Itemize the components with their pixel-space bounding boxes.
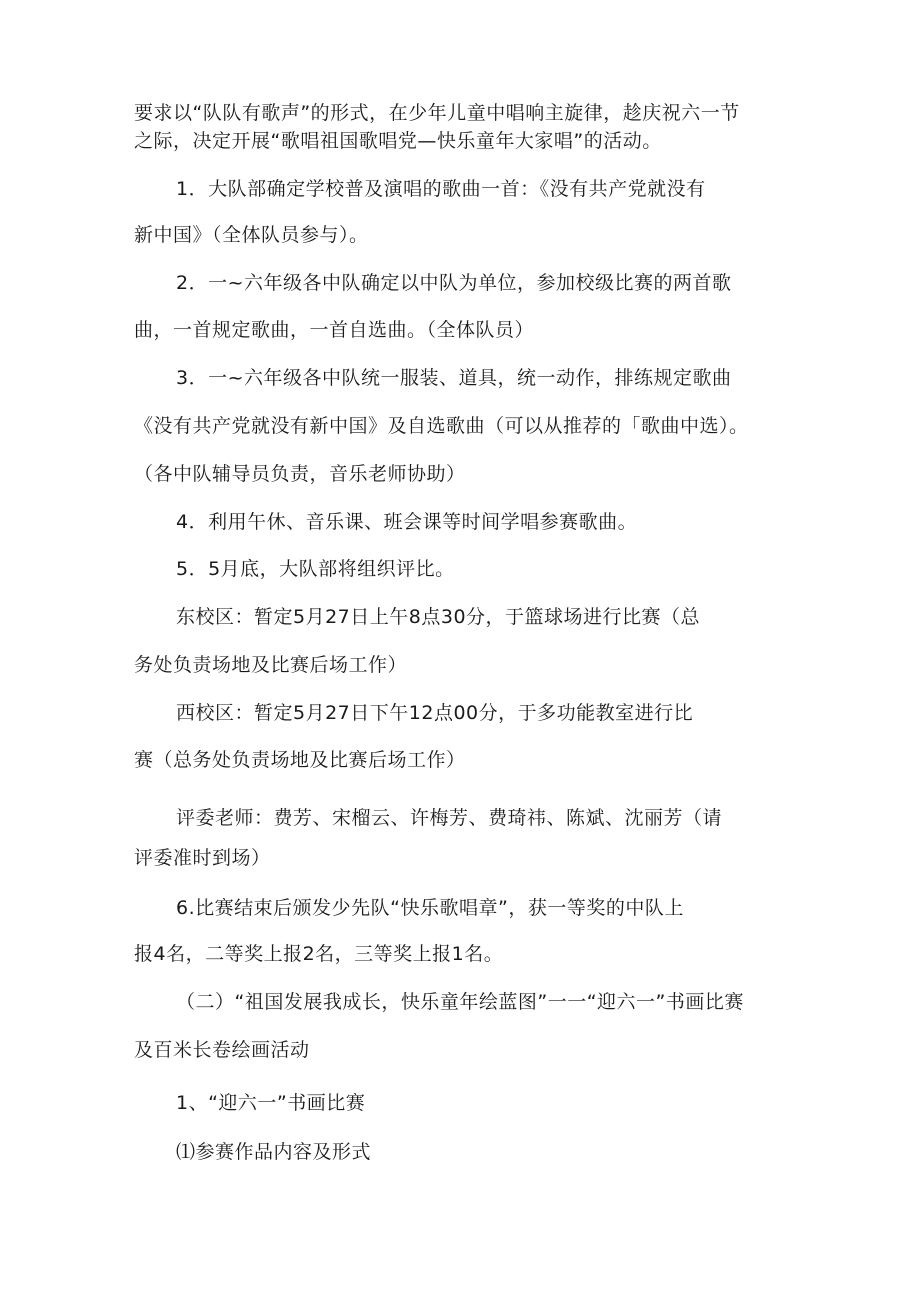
text-line: 评委准时到场） <box>134 847 271 869</box>
text-line: 西校区：暂定5月27日下午12点00分，于多功能教室进行比 <box>176 702 694 724</box>
text-line: 6.比赛结束后颁发少先队“快乐歌唱章”，获一等奖的中队上 <box>176 897 684 919</box>
text-line: 3．一~六年级各中队统一服装、道具，统一动作，排练规定歌曲 <box>176 367 732 389</box>
text-line: 1．大队部确定学校普及演唱的歌曲一首：《没有共产党就没有 <box>176 178 706 200</box>
text-line: 1、“迎六一”书画比赛 <box>176 1092 366 1114</box>
text-line: 评委老师：费芳、宋榴云、许梅芳、费琦祎、陈斌、沈丽芳（请 <box>176 807 723 829</box>
text-line: （二）“祖国发展我成长，快乐童年绘蓝图”一一“迎六一”书画比赛 <box>176 991 744 1013</box>
text-line: 2．一~六年级各中队确定以中队为单位，参加校级比赛的两首歌 <box>176 272 732 294</box>
text-line: 5．5月底，大队部将组织评比。 <box>176 558 455 580</box>
text-line: 东校区：暂定5月27日上午8点30分，于篮球场进行比赛（总 <box>176 606 701 628</box>
text-line: 4．利用午休、音乐课、班会课等时间学唱参赛歌曲。 <box>176 511 638 533</box>
text-line: 曲，一首规定歌曲，一首自选曲。（全体队员） <box>134 319 535 341</box>
text-line: ⑴参赛作品内容及形式 <box>176 1141 372 1163</box>
text-line: 赛（总务处负责场地及比赛后场工作） <box>134 749 466 771</box>
text-line: 《没有共产党就没有新中国》及自选歌曲（可以从推荐的「歌曲中选）。 <box>134 415 749 437</box>
text-line: （各中队辅导员负责，音乐老师协助） <box>134 463 466 485</box>
text-line: 务处负责场地及比赛后场工作） <box>134 654 408 676</box>
text-line: 及百米长卷绘画活动 <box>134 1039 310 1061</box>
text-line: 报4名，二等奖上报2名，三等奖上报1名。 <box>134 943 504 965</box>
text-line: 要求以“队队有歌声”的形式，在少年儿童中唱响主旋律，趁庆祝六一节 <box>134 102 740 124</box>
text-line: 新中国》（全体队员参与）。 <box>134 224 369 246</box>
text-line: 之际，决定开展“歌唱祖国歌唱党—快乐童年大家唱”的活动。 <box>134 130 662 152</box>
